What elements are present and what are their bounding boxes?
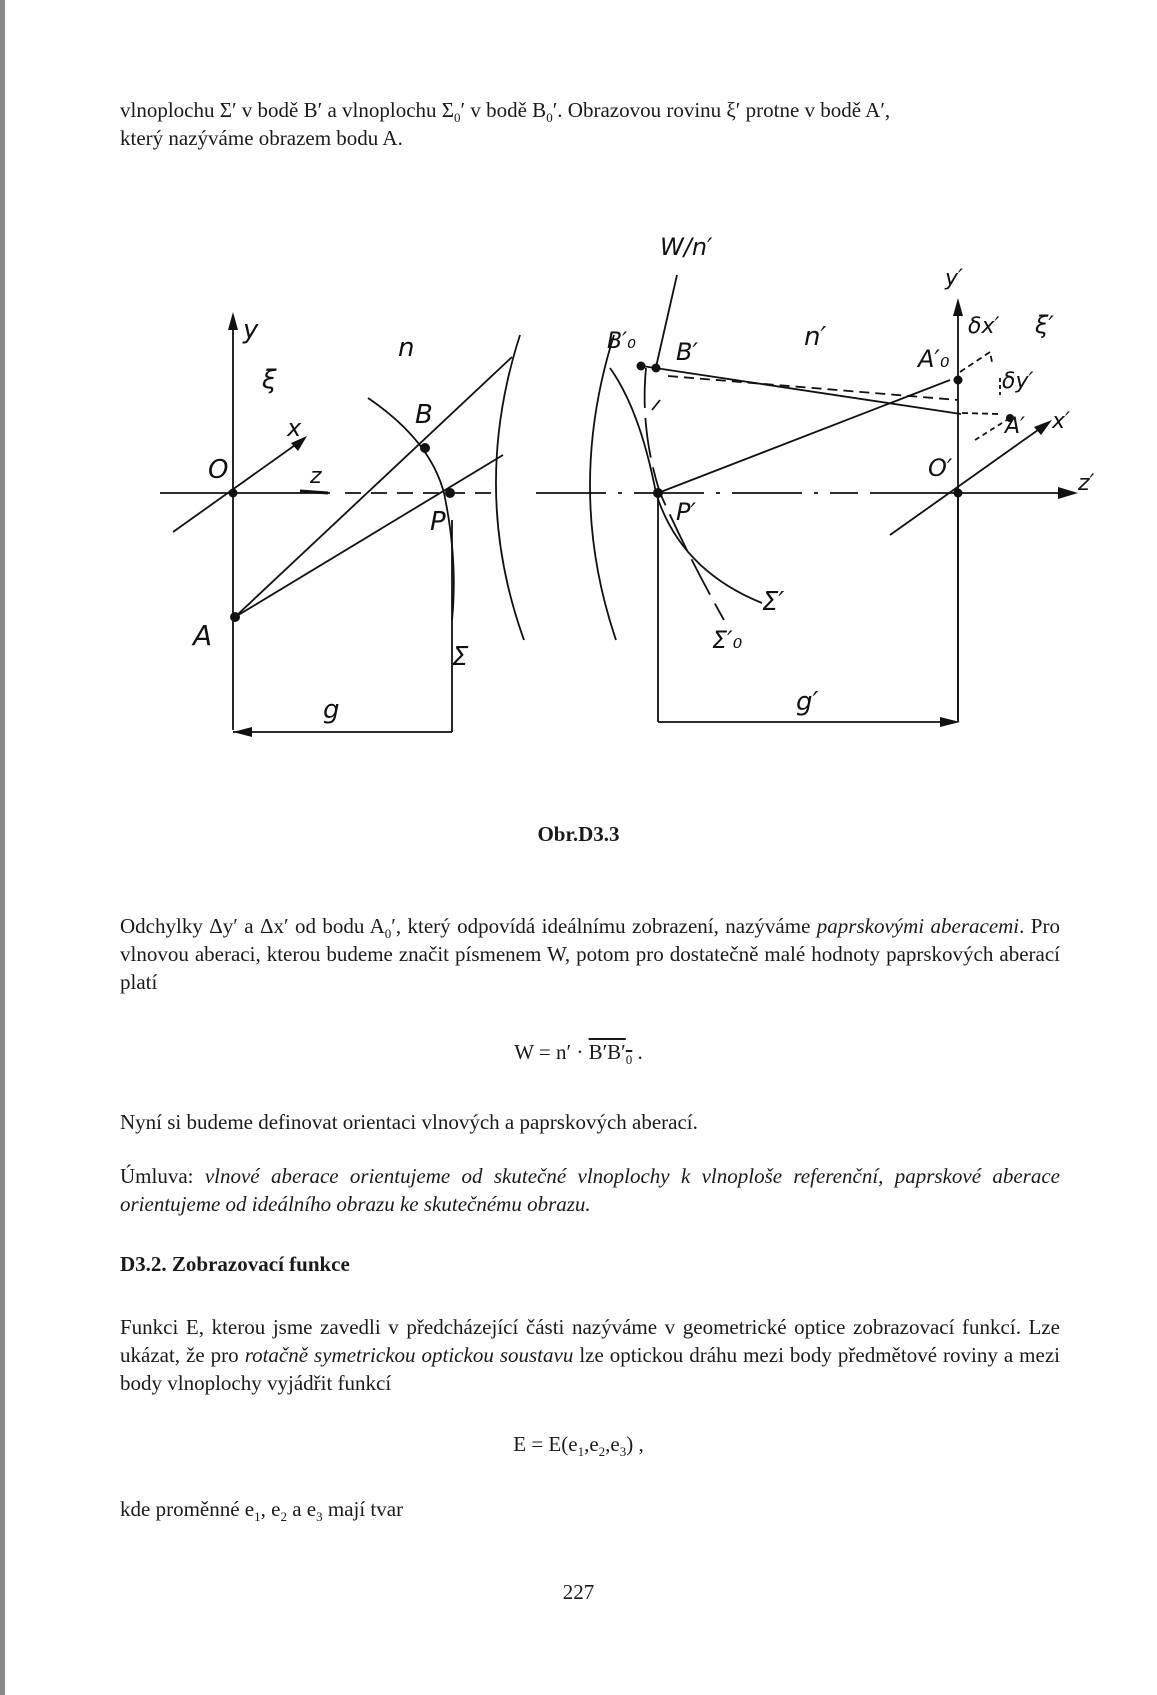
page-number: 227	[562, 1580, 595, 1604]
g-prime-arrow	[940, 717, 960, 727]
ray-p-prime	[658, 380, 950, 493]
point-b0-prime	[637, 362, 646, 371]
paragraph-ray-aberrations: Odchylky Δy′ a Δx′ od bodu $A_0'$, který odpovídá ideálnímu zobrazení, nazýváme paprskovými aberacemi. Pro vlnovou aberaci, kterou budeme značit písmenem W, potom pro dostatečně malé hodnoty paprskových aberací platí	[120, 914, 1060, 994]
ray-a-upper	[235, 357, 512, 617]
label-g-prime: g′	[796, 687, 819, 717]
delta-x-marker	[960, 352, 992, 372]
label-b0-prime: B′₀	[607, 329, 636, 354]
sigma-prime-wavefront	[610, 368, 762, 603]
point-o	[229, 489, 238, 498]
equation-w: $W = n' \cdot B'B'_0$ .	[514, 1040, 643, 1068]
point-b-prime	[652, 364, 661, 373]
label-o-prime: O′	[928, 454, 953, 482]
z-prime-arrow	[1058, 487, 1078, 499]
lens-surface-right	[590, 335, 616, 640]
label-y: y	[243, 315, 259, 345]
point-b	[420, 443, 430, 453]
point-a	[230, 612, 240, 622]
equation-e: $E = E(e_1,e_2,e_3)$ ,	[513, 1432, 644, 1460]
label-delta-x: δx′	[968, 314, 1000, 339]
label-delta-y: δy′	[1002, 369, 1034, 394]
point-a0-prime	[954, 376, 963, 385]
label-sigma: Σ	[452, 642, 469, 672]
ray-b0-prime	[668, 376, 958, 400]
paragraph-orientation: Nyní si budeme definovat orientaci vlnových a paprskových aberací.	[120, 1110, 698, 1134]
label-n-prime: n′	[804, 322, 827, 352]
label-o: O	[208, 455, 229, 485]
label-n: n	[398, 333, 415, 363]
label-xi: ξ	[262, 365, 277, 395]
point-o-prime	[954, 489, 963, 498]
y-prime-arrow	[953, 298, 963, 316]
ray-b-prime	[642, 366, 961, 414]
lens-surface-left	[496, 335, 524, 640]
label-p: P	[430, 507, 446, 537]
paragraph-convention: Úmluva: vlnové aberace orientujeme od skutečné vlnoplochy k vlnoploše referenční, paprskové aberace orientujeme od ideálního obrazu ke skutečnému obrazu.	[120, 1164, 1060, 1216]
point-p	[445, 488, 455, 498]
x-prime-axis	[890, 425, 1045, 535]
point-p-prime	[653, 488, 663, 498]
label-g: g	[323, 695, 340, 725]
y-axis-arrow	[228, 312, 238, 330]
label-b: B	[415, 400, 433, 430]
z-axis-arrow	[300, 491, 328, 493]
label-z: z	[310, 464, 322, 489]
w-pointer-line	[656, 275, 677, 367]
label-a: A	[193, 619, 213, 652]
label-b-prime: B′	[676, 338, 698, 366]
ray-a-lower	[235, 455, 503, 617]
label-a0-prime: A′₀	[918, 345, 950, 373]
sigma0-tick	[652, 400, 660, 410]
section-heading: D3.2. Zobrazovací funkce	[120, 1252, 350, 1276]
label-x: x	[287, 414, 302, 442]
label-z-prime: z′	[1078, 471, 1095, 496]
label-w-over-n: W/n′	[660, 233, 713, 261]
label-y-prime: y′	[945, 266, 964, 291]
delta-connector	[962, 413, 1000, 414]
x-axis-diagonal	[173, 438, 305, 532]
label-a-prime: A′	[1005, 414, 1026, 439]
intro-paragraph: vlnoplochu Σ′ v bodě B′ a vlnoplochu $\Sigma_0'$ v bodě $B_0'$. Obrazovou rovinu ξ′ protne v bodě A′, který nazýváme obrazem bodu A.	[120, 98, 891, 150]
paragraph-variables: kde proměnné $e_1$, $e_2$ a $e_3$ mají tvar	[120, 1497, 404, 1525]
g-arrow	[233, 727, 252, 737]
label-sigma-prime: Σ′	[762, 587, 785, 617]
x-prime-arrow	[1034, 420, 1052, 435]
label-x-prime: x′	[1052, 409, 1071, 434]
figure-caption: Obr.D3.3	[537, 822, 620, 846]
label-p-prime: P′	[676, 498, 696, 526]
label-xi-prime: ξ′	[1035, 311, 1054, 339]
paragraph-imaging-function: Funkci E, kterou jsme zavedli v předcházející části nazýváme v geometrické optice zobrazovací funkcí. Lze ukázat, že pro rotačně symetrickou optickou soustavu lze optickou dráhu mezi body předmětové roviny a mezi body vlnoplochy vyjádřit funkcí	[120, 1315, 1060, 1395]
label-sigma0-prime: Σ′₀	[712, 626, 743, 654]
